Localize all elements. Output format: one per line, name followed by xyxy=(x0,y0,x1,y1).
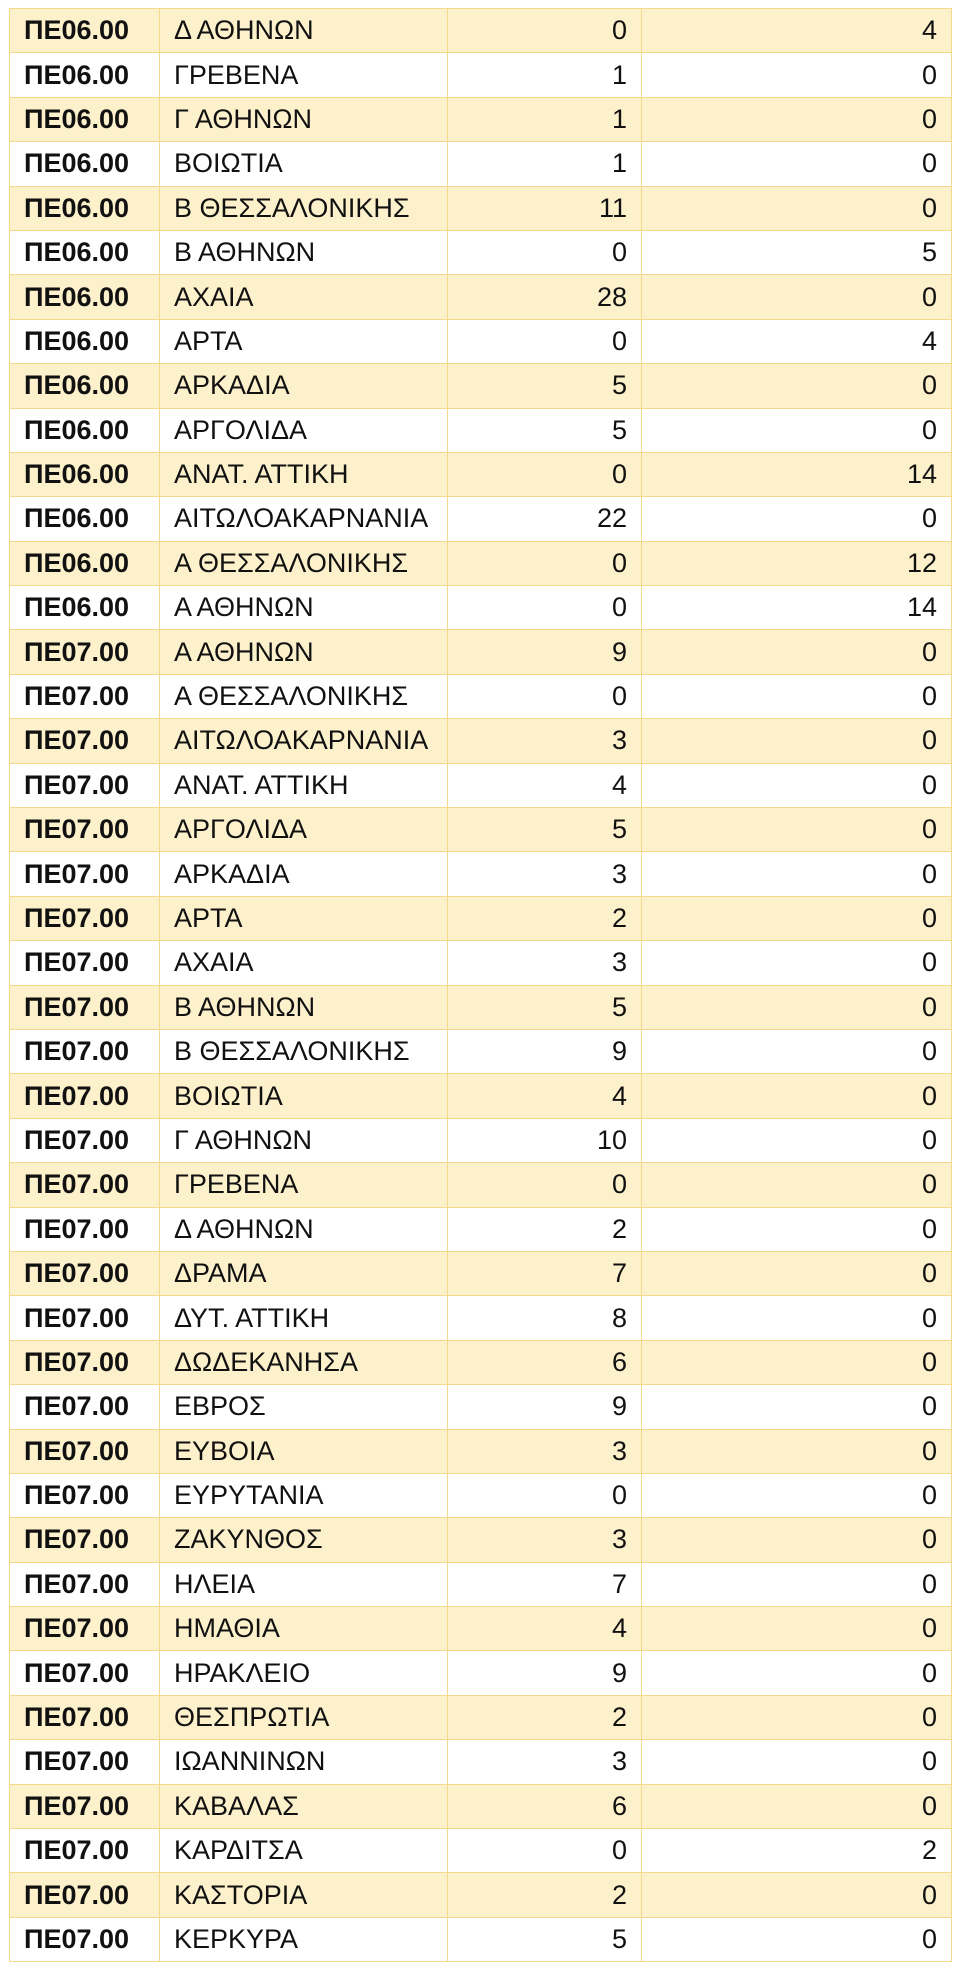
cell-code: ΠΕ06.00 xyxy=(10,497,160,541)
cell-region: ΒΟΙΩΤΙΑ xyxy=(160,142,448,186)
cell-code: ΠΕ06.00 xyxy=(10,541,160,585)
table-row xyxy=(10,408,952,452)
table-row xyxy=(10,1651,952,1695)
table-row xyxy=(10,985,952,1029)
cell-value-1: 8 xyxy=(448,1296,642,1340)
cell-code: ΠΕ07.00 xyxy=(10,1917,160,1961)
cell-region: ΔΥΤ. ΑΤΤΙΚΗ xyxy=(160,1296,448,1340)
table-row xyxy=(10,1074,952,1118)
cell-code: ΠΕ07.00 xyxy=(10,1695,160,1739)
cell-value-2: 0 xyxy=(642,763,952,807)
cell-code: ΠΕ06.00 xyxy=(10,319,160,363)
cell-value-2: 14 xyxy=(642,586,952,630)
cell-region: ΚΑΣΤΟΡΙΑ xyxy=(160,1873,448,1917)
cell-value-2: 0 xyxy=(642,1873,952,1917)
cell-value-1: 5 xyxy=(448,408,642,452)
table-row xyxy=(10,53,952,97)
cell-value-2: 0 xyxy=(642,53,952,97)
table-row xyxy=(10,1429,952,1473)
cell-code: ΠΕ07.00 xyxy=(10,1829,160,1873)
cell-region: Α ΘΕΣΣΑΛΟΝΙΚΗΣ xyxy=(160,674,448,718)
cell-region: ΑΡΓΟΛΙΔΑ xyxy=(160,808,448,852)
cell-value-2: 0 xyxy=(642,630,952,674)
table-row xyxy=(10,1562,952,1606)
cell-value-2: 0 xyxy=(642,1651,952,1695)
cell-value-1: 1 xyxy=(448,97,642,141)
cell-code: ΠΕ07.00 xyxy=(10,674,160,718)
cell-value-2: 0 xyxy=(642,852,952,896)
table-row xyxy=(10,1829,952,1873)
cell-code: ΠΕ06.00 xyxy=(10,364,160,408)
cell-code: ΠΕ06.00 xyxy=(10,142,160,186)
cell-value-1: 10 xyxy=(448,1118,642,1162)
cell-value-2: 12 xyxy=(642,541,952,585)
cell-value-2: 4 xyxy=(642,319,952,363)
cell-value-1: 5 xyxy=(448,808,642,852)
cell-code: ΠΕ06.00 xyxy=(10,97,160,141)
cell-value-2: 0 xyxy=(642,497,952,541)
cell-value-2: 0 xyxy=(642,1340,952,1384)
cell-value-1: 0 xyxy=(448,541,642,585)
cell-value-1: 4 xyxy=(448,763,642,807)
cell-value-2: 4 xyxy=(642,9,952,53)
cell-region: ΚΑΡΔΙΤΣΑ xyxy=(160,1829,448,1873)
cell-value-2: 2 xyxy=(642,1829,952,1873)
cell-code: ΠΕ07.00 xyxy=(10,941,160,985)
cell-code: ΠΕ07.00 xyxy=(10,1651,160,1695)
cell-region: ΗΛΕΙΑ xyxy=(160,1562,448,1606)
cell-value-1: 9 xyxy=(448,1029,642,1073)
table-row xyxy=(10,497,952,541)
cell-region: ΑΧΑΙΑ xyxy=(160,941,448,985)
table-row xyxy=(10,1118,952,1162)
cell-value-1: 0 xyxy=(448,319,642,363)
cell-region: ΔΡΑΜΑ xyxy=(160,1251,448,1295)
table-row xyxy=(10,1873,952,1917)
cell-value-1: 4 xyxy=(448,1607,642,1651)
cell-value-1: 1 xyxy=(448,53,642,97)
cell-value-1: 11 xyxy=(448,186,642,230)
cell-code: ΠΕ07.00 xyxy=(10,1340,160,1384)
cell-value-1: 0 xyxy=(448,1473,642,1517)
table-row xyxy=(10,319,952,363)
cell-value-1: 1 xyxy=(448,142,642,186)
table-row xyxy=(10,142,952,186)
cell-value-2: 0 xyxy=(642,1473,952,1517)
cell-region: ΑΝΑΤ. ΑΤΤΙΚΗ xyxy=(160,763,448,807)
cell-region: ΔΩΔΕΚΑΝΗΣΑ xyxy=(160,1340,448,1384)
cell-code: ΠΕ07.00 xyxy=(10,896,160,940)
table-row xyxy=(10,808,952,852)
cell-value-2: 0 xyxy=(642,1429,952,1473)
cell-value-2: 0 xyxy=(642,1029,952,1073)
cell-code: ΠΕ07.00 xyxy=(10,1251,160,1295)
cell-code: ΠΕ07.00 xyxy=(10,1207,160,1251)
cell-region: Α ΑΘΗΝΩΝ xyxy=(160,586,448,630)
cell-code: ΠΕ06.00 xyxy=(10,9,160,53)
cell-region: ΓΡΕΒΕΝΑ xyxy=(160,53,448,97)
cell-code: ΠΕ07.00 xyxy=(10,1029,160,1073)
cell-region: Γ ΑΘΗΝΩΝ xyxy=(160,1118,448,1162)
cell-code: ΠΕ07.00 xyxy=(10,1784,160,1828)
table-row xyxy=(10,674,952,718)
table-row xyxy=(10,275,952,319)
cell-region: Β ΘΕΣΣΑΛΟΝΙΚΗΣ xyxy=(160,186,448,230)
cell-region: ΗΡΑΚΛΕΙΟ xyxy=(160,1651,448,1695)
table-row xyxy=(10,719,952,763)
cell-value-1: 3 xyxy=(448,852,642,896)
table-row xyxy=(10,1518,952,1562)
cell-value-1: 0 xyxy=(448,586,642,630)
cell-region: Α ΘΕΣΣΑΛΟΝΙΚΗΣ xyxy=(160,541,448,585)
cell-region: Β ΘΕΣΣΑΛΟΝΙΚΗΣ xyxy=(160,1029,448,1073)
cell-value-1: 0 xyxy=(448,1829,642,1873)
cell-code: ΠΕ07.00 xyxy=(10,1074,160,1118)
cell-value-1: 0 xyxy=(448,9,642,53)
table-row xyxy=(10,364,952,408)
cell-code: ΠΕ07.00 xyxy=(10,719,160,763)
cell-code: ΠΕ07.00 xyxy=(10,1429,160,1473)
table-row xyxy=(10,1607,952,1651)
cell-value-1: 6 xyxy=(448,1340,642,1384)
cell-value-2: 0 xyxy=(642,719,952,763)
cell-value-2: 14 xyxy=(642,452,952,496)
cell-code: ΠΕ07.00 xyxy=(10,852,160,896)
cell-value-1: 7 xyxy=(448,1562,642,1606)
cell-value-2: 0 xyxy=(642,1074,952,1118)
table-row xyxy=(10,1340,952,1384)
cell-code: ΠΕ07.00 xyxy=(10,1385,160,1429)
cell-value-2: 0 xyxy=(642,808,952,852)
table-row xyxy=(10,1251,952,1295)
cell-region: ΗΜΑΘΙΑ xyxy=(160,1607,448,1651)
table-body xyxy=(10,9,952,1962)
cell-region: ΑΧΑΙΑ xyxy=(160,275,448,319)
cell-code: ΠΕ06.00 xyxy=(10,230,160,274)
cell-value-2: 0 xyxy=(642,1740,952,1784)
cell-code: ΠΕ07.00 xyxy=(10,1296,160,1340)
cell-value-1: 0 xyxy=(448,452,642,496)
cell-value-2: 0 xyxy=(642,941,952,985)
cell-code: ΠΕ06.00 xyxy=(10,408,160,452)
cell-value-2: 0 xyxy=(642,97,952,141)
table-row xyxy=(10,1740,952,1784)
cell-code: ΠΕ06.00 xyxy=(10,186,160,230)
table-row xyxy=(10,97,952,141)
cell-value-1: 5 xyxy=(448,364,642,408)
table-row xyxy=(10,1207,952,1251)
cell-value-1: 5 xyxy=(448,985,642,1029)
table-row xyxy=(10,541,952,585)
cell-value-2: 0 xyxy=(642,1917,952,1961)
cell-region: ΘΕΣΠΡΩΤΙΑ xyxy=(160,1695,448,1739)
cell-code: ΠΕ07.00 xyxy=(10,1118,160,1162)
cell-region: ΑΡΚΑΔΙΑ xyxy=(160,852,448,896)
cell-code: ΠΕ06.00 xyxy=(10,452,160,496)
cell-code: ΠΕ06.00 xyxy=(10,53,160,97)
cell-value-2: 0 xyxy=(642,896,952,940)
table-row xyxy=(10,1163,952,1207)
cell-code: ΠΕ07.00 xyxy=(10,1518,160,1562)
cell-value-2: 0 xyxy=(642,1251,952,1295)
cell-value-2: 0 xyxy=(642,408,952,452)
cell-value-1: 2 xyxy=(448,1695,642,1739)
cell-region: ΚΕΡΚΥΡΑ xyxy=(160,1917,448,1961)
table-row xyxy=(10,1385,952,1429)
table-row xyxy=(10,1296,952,1340)
cell-value-2: 0 xyxy=(642,674,952,718)
cell-value-1: 28 xyxy=(448,275,642,319)
table-row xyxy=(10,896,952,940)
cell-value-1: 6 xyxy=(448,1784,642,1828)
cell-region: ΑΝΑΤ. ΑΤΤΙΚΗ xyxy=(160,452,448,496)
cell-value-2: 0 xyxy=(642,1518,952,1562)
table-row xyxy=(10,230,952,274)
table-row xyxy=(10,452,952,496)
cell-value-1: 7 xyxy=(448,1251,642,1295)
cell-region: ΚΑΒΑΛΑΣ xyxy=(160,1784,448,1828)
cell-value-1: 4 xyxy=(448,1074,642,1118)
cell-value-2: 0 xyxy=(642,275,952,319)
table-row xyxy=(10,9,952,53)
cell-region: ΑΡΚΑΔΙΑ xyxy=(160,364,448,408)
cell-code: ΠΕ07.00 xyxy=(10,808,160,852)
cell-code: ΠΕ07.00 xyxy=(10,630,160,674)
table-row xyxy=(10,1917,952,1961)
cell-value-1: 9 xyxy=(448,1385,642,1429)
table-row xyxy=(10,852,952,896)
cell-region: ΕΒΡΟΣ xyxy=(160,1385,448,1429)
cell-value-1: 3 xyxy=(448,941,642,985)
cell-value-1: 22 xyxy=(448,497,642,541)
cell-region: ΕΥΡΥΤΑΝΙΑ xyxy=(160,1473,448,1517)
cell-code: ΠΕ07.00 xyxy=(10,763,160,807)
table-row xyxy=(10,763,952,807)
cell-value-2: 0 xyxy=(642,985,952,1029)
cell-value-2: 0 xyxy=(642,1784,952,1828)
cell-region: Α ΑΘΗΝΩΝ xyxy=(160,630,448,674)
table-row xyxy=(10,186,952,230)
cell-code: ΠΕ07.00 xyxy=(10,1163,160,1207)
cell-value-1: 0 xyxy=(448,674,642,718)
cell-code: ΠΕ07.00 xyxy=(10,1562,160,1606)
cell-region: ΑΡΤΑ xyxy=(160,319,448,363)
cell-region: ΓΡΕΒΕΝΑ xyxy=(160,1163,448,1207)
cell-region: Δ ΑΘΗΝΩΝ xyxy=(160,1207,448,1251)
cell-region: Γ ΑΘΗΝΩΝ xyxy=(160,97,448,141)
cell-code: ΠΕ06.00 xyxy=(10,275,160,319)
cell-code: ΠΕ07.00 xyxy=(10,1873,160,1917)
table-row xyxy=(10,1784,952,1828)
cell-value-2: 0 xyxy=(642,186,952,230)
cell-value-1: 3 xyxy=(448,1429,642,1473)
data-table xyxy=(9,8,952,1962)
cell-region: Β ΑΘΗΝΩΝ xyxy=(160,230,448,274)
cell-value-2: 0 xyxy=(642,364,952,408)
cell-value-1: 2 xyxy=(448,1873,642,1917)
cell-value-2: 0 xyxy=(642,1163,952,1207)
cell-value-2: 0 xyxy=(642,1207,952,1251)
cell-value-2: 0 xyxy=(642,1562,952,1606)
cell-region: Δ ΑΘΗΝΩΝ xyxy=(160,9,448,53)
table-row xyxy=(10,1029,952,1073)
cell-value-1: 3 xyxy=(448,1740,642,1784)
cell-value-1: 2 xyxy=(448,896,642,940)
cell-value-1: 9 xyxy=(448,630,642,674)
cell-region: ΑΡΓΟΛΙΔΑ xyxy=(160,408,448,452)
cell-region: ΑΙΤΩΛΟΑΚΑΡΝΑΝΙΑ xyxy=(160,497,448,541)
table-row xyxy=(10,1473,952,1517)
cell-code: ΠΕ07.00 xyxy=(10,1740,160,1784)
cell-code: ΠΕ07.00 xyxy=(10,1473,160,1517)
data-table-container xyxy=(9,8,951,1962)
cell-region: ΑΡΤΑ xyxy=(160,896,448,940)
cell-code: ΠΕ07.00 xyxy=(10,985,160,1029)
cell-value-2: 0 xyxy=(642,1385,952,1429)
cell-code: ΠΕ07.00 xyxy=(10,1607,160,1651)
cell-region: ΙΩΑΝΝΙΝΩΝ xyxy=(160,1740,448,1784)
cell-value-2: 5 xyxy=(642,230,952,274)
table-row xyxy=(10,941,952,985)
cell-value-1: 9 xyxy=(448,1651,642,1695)
cell-value-1: 3 xyxy=(448,1518,642,1562)
cell-region: ΖΑΚΥΝΘΟΣ xyxy=(160,1518,448,1562)
cell-region: Β ΑΘΗΝΩΝ xyxy=(160,985,448,1029)
cell-value-2: 0 xyxy=(642,1118,952,1162)
cell-value-1: 0 xyxy=(448,1163,642,1207)
cell-value-1: 0 xyxy=(448,230,642,274)
table-row xyxy=(10,586,952,630)
cell-code: ΠΕ06.00 xyxy=(10,586,160,630)
table-row xyxy=(10,630,952,674)
cell-region: ΕΥΒΟΙΑ xyxy=(160,1429,448,1473)
cell-value-1: 5 xyxy=(448,1917,642,1961)
cell-value-1: 3 xyxy=(448,719,642,763)
cell-value-2: 0 xyxy=(642,142,952,186)
cell-region: ΒΟΙΩΤΙΑ xyxy=(160,1074,448,1118)
cell-value-1: 2 xyxy=(448,1207,642,1251)
cell-value-2: 0 xyxy=(642,1296,952,1340)
cell-value-2: 0 xyxy=(642,1695,952,1739)
cell-value-2: 0 xyxy=(642,1607,952,1651)
cell-region: ΑΙΤΩΛΟΑΚΑΡΝΑΝΙΑ xyxy=(160,719,448,763)
table-row xyxy=(10,1695,952,1739)
